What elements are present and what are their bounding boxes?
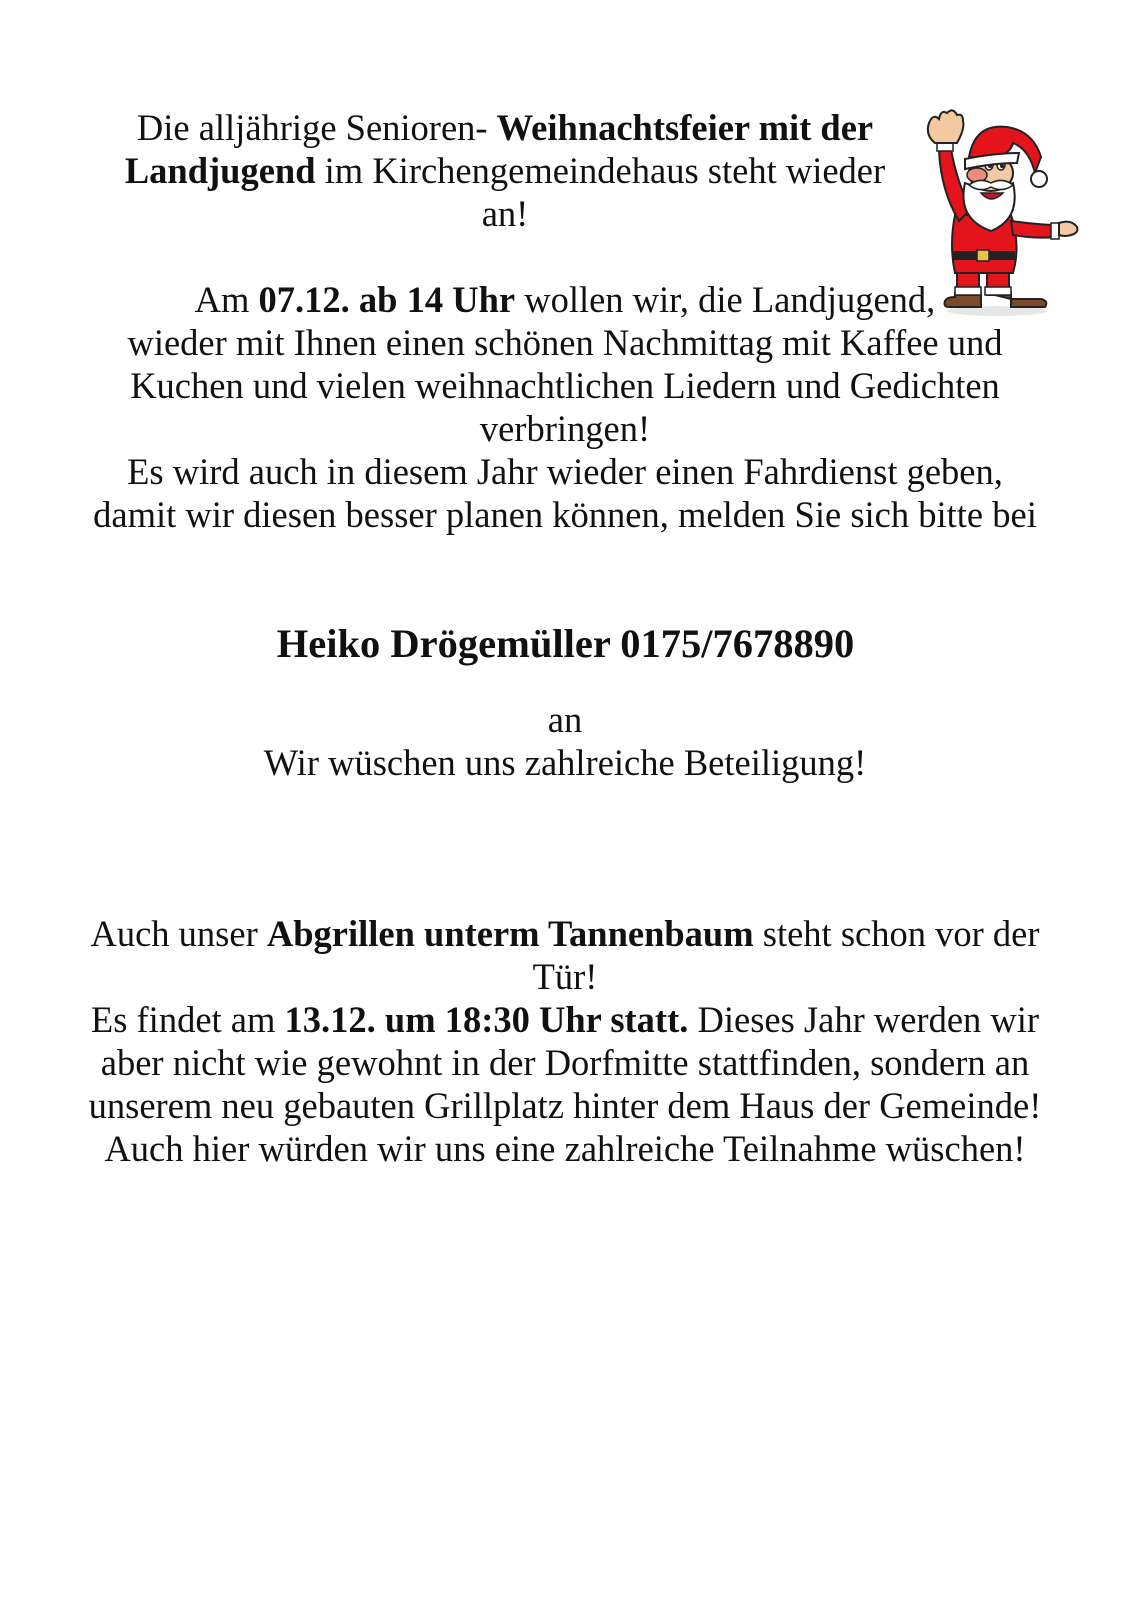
waving-hand	[928, 110, 964, 143]
party-date-time: 07.12. ab 14 Uhr	[258, 279, 516, 320]
contact-name-phone: Heiko Drögemüller 0175/7678890	[276, 621, 855, 666]
senior-party-announcement: Die alljährige Senioren- Weihnachtsfeier mit der Landjugend im Kirchengemeindehaus steht wieder an!	[124, 107, 886, 234]
hat-pompom	[1031, 171, 1047, 187]
right-hand	[1059, 222, 1077, 236]
barbecue-title: Abgrillen unterm Tannenbaum	[266, 913, 754, 954]
right-arm	[1011, 221, 1057, 238]
barbecue-date-time: 13.12. um 18:30 Uhr statt.	[284, 999, 689, 1040]
event-title: Weihnachtsfeier mit der Landjugend	[124, 107, 874, 191]
closing-note: an Wir wüschen uns zahlreiche Beteiligung!	[263, 699, 867, 783]
party-details: Am 07.12. ab 14 Uhr wollen wir, die Landjugend, wieder mit Ihnen einen schönen Nachmittag mit Kaffee und Kuchen und vielen weihnachtlichen Liedern und Gedichten verbringen! Es wird auch in diesem Jahr wieder einen Fahrdienst geben, damit wir diesen besser planen können, melden Sie sich bitte bei	[93, 279, 1037, 535]
barbecue-announcement: Auch unser Abgrillen unterm Tannenbaum steht schon vor der Tür! Es findet am 13.12. um 18:30 Uhr statt. Dieses Jahr werden wir aber nicht wie gewohnt in der Dorfmitte stattfinden, sondern an unserem neu gebauten Grillplatz hinter dem Haus der Gemeinde! Auch hier würden wir uns eine zahlreiche Teilnahme wüschen!	[88, 913, 1042, 1169]
